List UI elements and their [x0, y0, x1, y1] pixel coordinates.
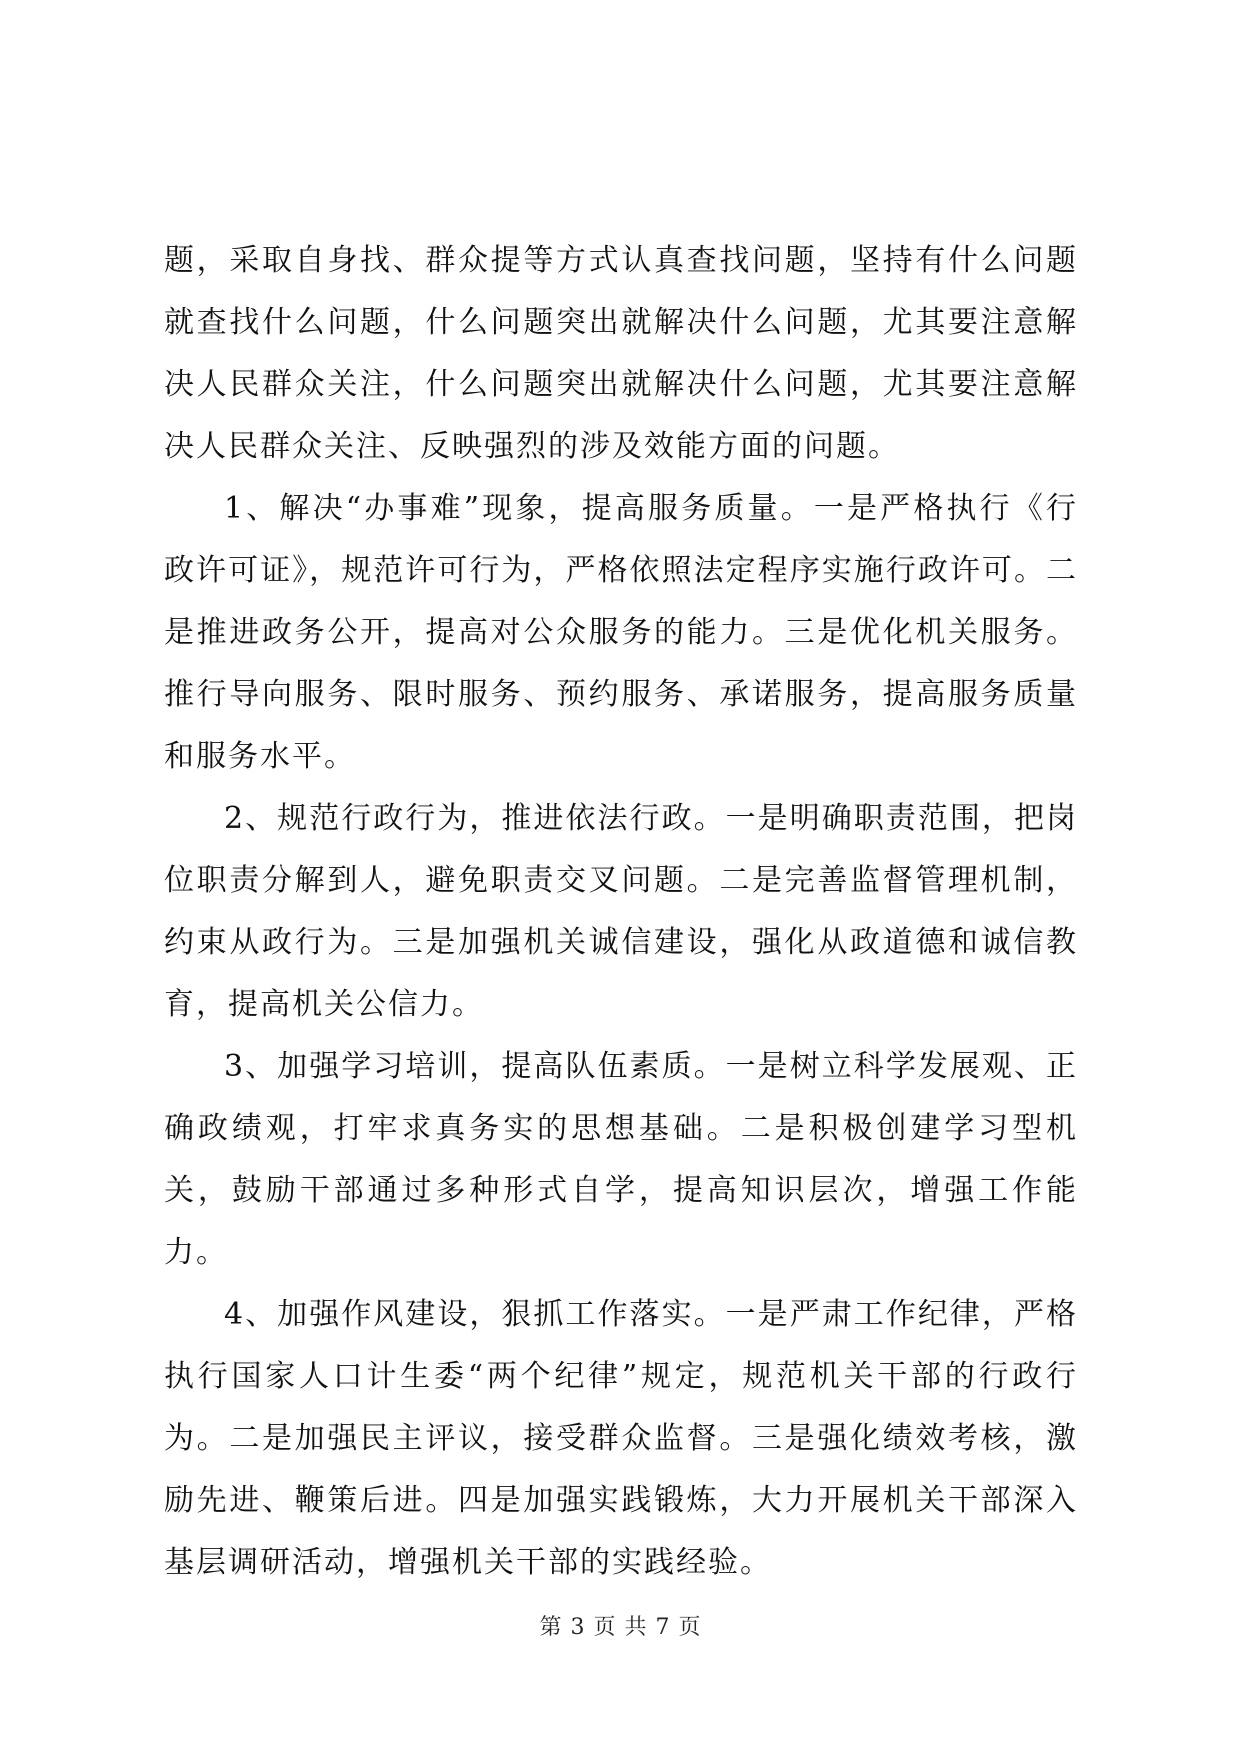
paragraph-item-4: 4、加强作风建设，狠抓工作落实。一是严肃工作纪律，严格执行国家人口计生委“两个纪律”规定，规范机关干部的行政行为。二是加强民主评议，接受群众监督。三是强化绩效考核，激励先进、鞭策后进。四是加强实践锻炼，大力开展机关干部深入基层调研活动，增强机关干部的实践经验。: [164, 1297, 1078, 1580]
paragraph-item-2: 2、规范行政行为，推进依法行政。一是明确职责范围，把岗位职责分解到人，避免职责交叉问题。二是完善监督管理机制，约束从政行为。三是加强机关诚信建设，强化从政道德和诚信教育，提高机关公信力。: [164, 801, 1078, 1022]
document-body: [164, 230, 1078, 1594]
paragraph-continuation: 题，采取自身找、群众提等方式认真查找问题，坚持有什么问题就查找什么问题，什么问题突出就解决什么问题，尤其要注意解决人民群众关注，什么问题突出就解决什么问题，尤其要注意解决人民群众关注、反映强烈的涉及效能方面的问题。: [164, 243, 1078, 464]
paragraph-item-1: 1、解决“办事难”现象，提高服务质量。一是严格执行《行政许可证》，规范许可行为，严格依照法定程序实施行政许可。二是推进政务公开，提高对公众服务的能力。三是优化机关服务。推行导向服务、限时服务、预约服务、承诺服务，提高服务质量和服务水平。: [164, 491, 1078, 774]
page-footer: 第 3 页 共 7 页: [539, 1615, 702, 1640]
paragraph-item-3: 3、加强学习培训，提高队伍素质。一是树立科学发展观、正确政绩观，打牢求真务实的思想基础。二是积极创建学习型机关，鼓励干部通过多种形式自学，提高知识层次，增强工作能力。: [164, 1049, 1078, 1270]
